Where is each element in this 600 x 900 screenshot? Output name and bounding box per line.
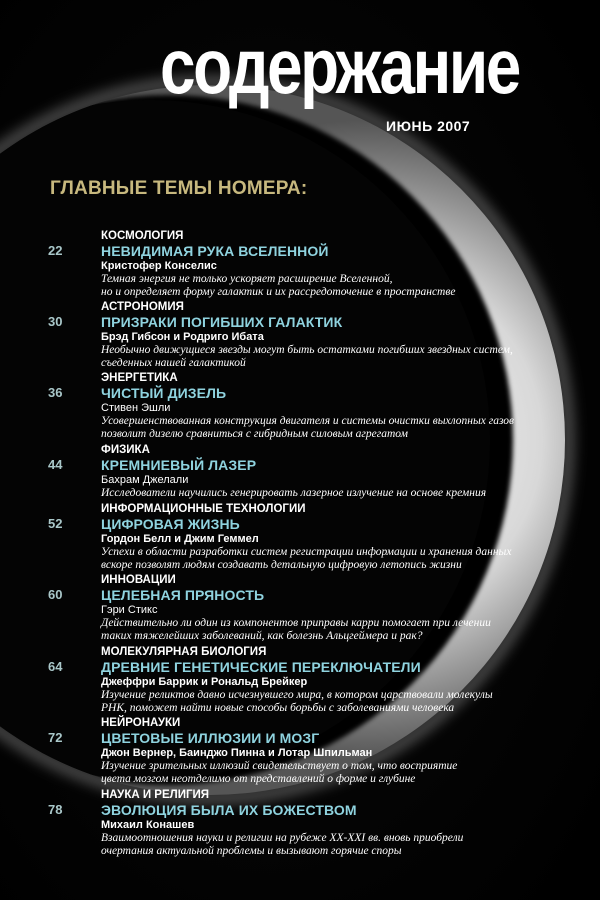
article-category: ИНФОРМАЦИОННЫЕ ТЕХНОЛОГИИ — [101, 503, 306, 515]
main-themes-heading: ГЛАВНЫЕ ТЕМЫ НОМЕРА: — [50, 178, 308, 199]
article-author: Джон Вернер, Баинджо Пинна и Лотар Шпильман — [101, 747, 373, 759]
article-author: Бахрам Джелали — [101, 474, 189, 486]
article-page-number: 64 — [48, 659, 63, 674]
article-description: Усовершенствованная конструкция двигателя и системы очистки выхлопных газов позволит дизелю сравниться с гибридным силовым агрегатом — [101, 415, 515, 440]
article-category: МОЛЕКУЛЯРНАЯ БИОЛОГИЯ — [101, 646, 267, 658]
article-author: Гордон Белл и Джим Геммел — [101, 533, 259, 545]
article-page-number: 44 — [48, 457, 63, 472]
article-category: ФИЗИКА — [101, 444, 150, 456]
article-page-number: 72 — [48, 730, 63, 745]
article-author: Джеффри Баррик и Рональд Брейкер — [101, 676, 308, 688]
article-author: Михаил Конашев — [101, 819, 195, 831]
article-title[interactable]: НЕВИДИМАЯ РУКА ВСЕЛЕННОЙ — [101, 243, 329, 259]
article-page-number: 78 — [48, 802, 63, 817]
page-title: содержание — [160, 22, 519, 110]
article-author: Брэд Гибсон и Родриго Ибата — [101, 331, 264, 343]
article-category: АСТРОНОМИЯ — [101, 301, 184, 313]
article-title[interactable]: ЧИСТЫЙ ДИЗЕЛЬ — [101, 385, 227, 401]
article-description: Изучение зрительных иллюзий свидетельствует о том, что восприятие цвета мозгом неотделимо от представлений о форме и глубине — [101, 760, 458, 785]
article-page-number: 30 — [48, 314, 63, 329]
article-title[interactable]: ЦИФРОВАЯ ЖИЗНЬ — [101, 516, 240, 532]
article-title[interactable]: ЭВОЛЮЦИЯ БЫЛА ИХ БОЖЕСТВОМ — [101, 802, 357, 818]
article-description: Темная энергия не только ускоряет расширение Вселенной, но и определяет форму галактик и их рассредоточение в пространстве — [101, 273, 456, 298]
article-category: ЭНЕРГЕТИКА — [101, 372, 178, 384]
article-description: Успехи в области разработки систем регистрации информации и хранения данных вскоре позволят людям создавать детальную цифровую летопись жизни — [101, 546, 512, 571]
article-page-number: 36 — [48, 385, 63, 400]
article-author: Стивен Эшли — [101, 402, 171, 414]
article-title[interactable]: ДРЕВНИЕ ГЕНЕТИЧЕСКИЕ ПЕРЕКЛЮЧАТЕЛИ — [101, 659, 421, 675]
article-description: Исследователи научились генерировать лазерное излучение на основе кремния — [101, 487, 487, 499]
issue-date: ИЮНЬ 2007 — [386, 118, 471, 134]
article-category: ИННОВАЦИИ — [101, 574, 176, 586]
article-page-number: 52 — [48, 516, 63, 531]
article-description: Изучение реликтов давно исчезнувшего мира, в котором царствовали молекулы РНК, поможет найти новые способы борьбы с заболеваниями человека — [101, 689, 493, 714]
article-description: Необычно движущиеся звезды могут быть остатками погибших звездных систем, съеденных нашей галактикой — [101, 344, 513, 369]
article-title[interactable]: КРЕМНИЕВЫЙ ЛАЗЕР — [101, 457, 257, 473]
article-category: НЕЙРОНАУКИ — [101, 717, 181, 729]
article-title[interactable]: ЦВЕТОВЫЕ ИЛЛЮЗИИ И МОЗГ — [101, 730, 320, 746]
article-category: НАУКА И РЕЛИГИЯ — [101, 789, 210, 801]
article-description: Взаимоотношения науки и религии на рубеже XX-XXI вв. вновь приобрели очертания актуальной проблемы и вызывают горячие споры — [101, 832, 464, 857]
article-page-number: 22 — [48, 243, 63, 258]
article-category: КОСМОЛОГИЯ — [101, 230, 184, 242]
article-title[interactable]: ЦЕЛЕБНАЯ ПРЯНОСТЬ — [101, 587, 265, 603]
article-page-number: 60 — [48, 587, 63, 602]
article-author: Гэри Стикс — [101, 604, 158, 616]
article-author: Кристофер Конселис — [101, 260, 217, 272]
article-description: Действительно ли один из компонентов приправы карри помогает при лечении таких тяжелейших заболеваний, как болезнь Альцгеймера и рак? — [101, 617, 491, 642]
article-title[interactable]: ПРИЗРАКИ ПОГИБШИХ ГАЛАКТИК — [101, 314, 343, 330]
